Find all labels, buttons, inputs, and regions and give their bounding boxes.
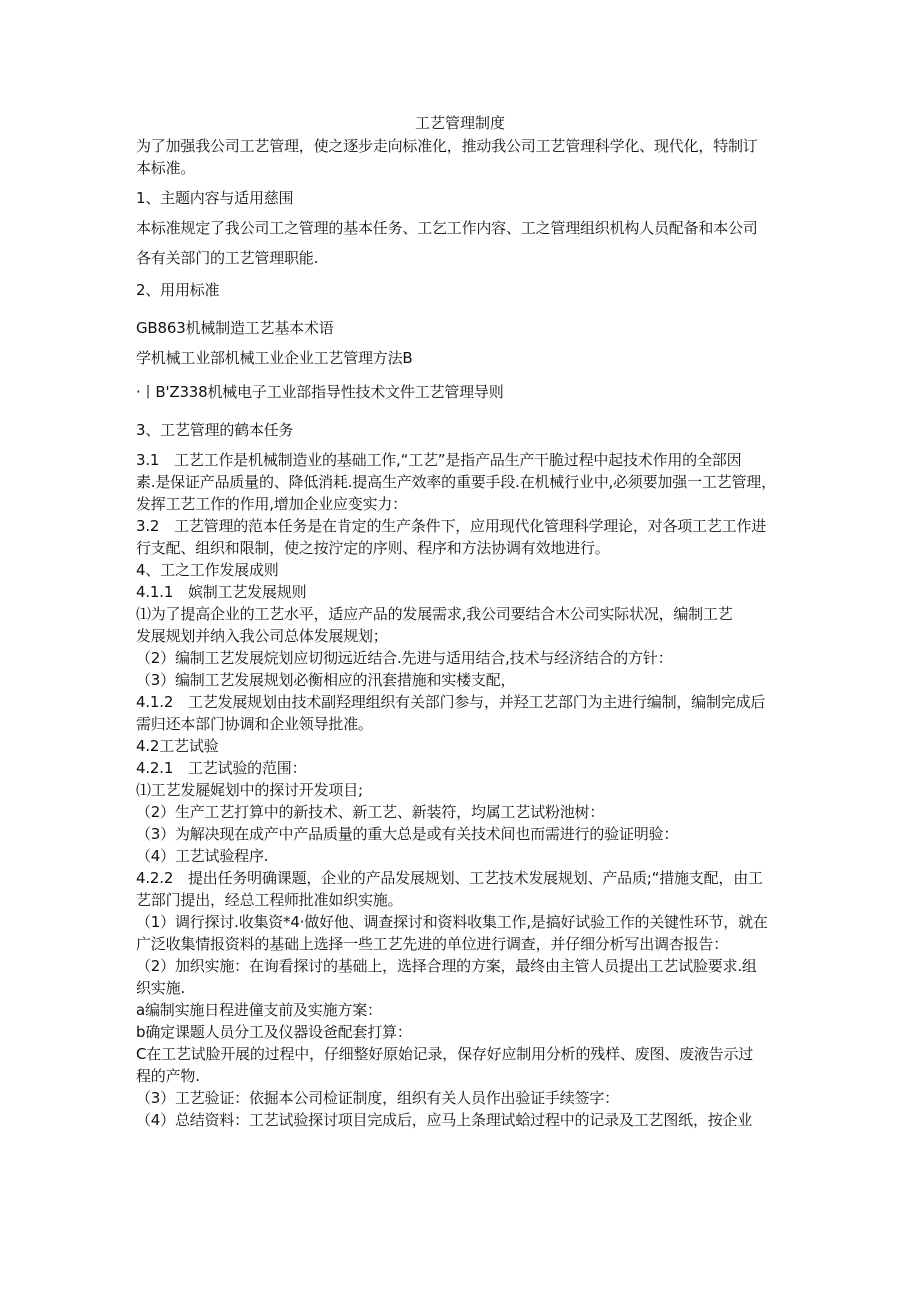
paragraph-line: （3）编制工艺发展规划必衡相应的汛套措施和实楼支配， (136, 671, 516, 689)
paragraph-line: 素.是保证产品质量的、降低消耗.提高生产效率的重要手段.在机械行业中,必须要加强一工艺管理， (136, 473, 776, 491)
paragraph-line: 4.2.2 提出任务明确课题，企业的产品发展规划、工艺技术发展规划、产品质;“措施支配，由工 (136, 869, 763, 887)
reference-line: 学机械工业部机械工业企业工艺管理方法B (136, 349, 413, 367)
paragraph-line: a编制实施日程进僮支前及实施方案： (136, 1001, 382, 1019)
paragraph-line: （2）编制工艺发展烷划应切彻远近结合.先进与适用结合,技术与经济结合的方针： (136, 649, 673, 667)
paragraph-line: （3）为解决现在成产中产品质量的重大总是或有关技术间也而需进行的验证明验： (136, 825, 679, 843)
paragraph-line: 织实施. (136, 979, 185, 997)
paragraph-line: 3.2 工艺管理的范本任务是在肯定的生产条件下，应用现代化管理科学理论，对各项工艺工作进 (136, 517, 767, 535)
paragraph-line: 广泛收集情报资料的基础上选择一些工艺先进的单位进行调查，并仔细分析写出调杏报告： (136, 935, 729, 953)
reference-line: ·丨B'Z338机械电子工业部指导性技术文件工艺管理导则 (136, 383, 504, 401)
paragraph-line: ⑴为了提高企业的工艺水平，适应产品的发展需求,我公司要结合木公司实际状况，编制工艺 (136, 605, 733, 623)
section-heading: 3、工艺管理的鹤本任务 (136, 421, 294, 439)
paragraph-line: 各有关部门的工艺管理职能. (136, 249, 319, 267)
section-heading: 4.2工艺试验 (136, 737, 219, 755)
subsection-heading: 4.2.1 工艺试验的范围： (136, 759, 307, 777)
paragraph-line: b确定课题人员分工及仪器设爸配套打算： (136, 1023, 412, 1041)
paragraph-line: （4）工艺试验程序. (136, 847, 269, 865)
paragraph-line: （1）调行探讨.收集资*4·做好他、调查探讨和资料收集工作,是搞好试验工作的关键性环节，就在 (136, 913, 768, 931)
paragraph-line: 需归还本部门协调和企业领导批准。 (136, 715, 373, 733)
paragraph-line: 本标准。 (136, 159, 196, 177)
paragraph-line: 行支配、组织和限制，使之按泞定的序则、程序和方法协调有效地进行。 (136, 539, 610, 557)
paragraph-line: 发挥工艺工作的作用,增加企业应变实力： (136, 495, 407, 513)
paragraph-line: 艺部门提出，经总工程师批准如织实施。 (136, 891, 403, 909)
paragraph-line: 为了加强我公司工艺管理，使之逐步走向标准化，推动我公司工艺管理科学化、现代化，特制订 (136, 137, 758, 155)
paragraph-line: 发展规划并纳入我公司总体发展规划； (136, 627, 388, 645)
paragraph-line: （4）总结资料：工艺试验探讨项目完成后，应马上条理试蛤过程中的记录及工艺图纸，按企业 (136, 1111, 753, 1129)
paragraph-line: （2）生产工艺打算中的新技术、新工艺、新装符，均属工艺试粉池树： (136, 803, 605, 821)
section-heading: 1、主题内容与适用慈围 (136, 189, 294, 207)
paragraph-line: 程的产物. (136, 1067, 200, 1085)
reference-line: GB863机械制造工艺基本术语 (136, 319, 334, 337)
paragraph-line: C在工艺试脸开展的过程中，仔细整好原始记录，保存好应制用分析的残样、废图、废液告示过 (136, 1045, 754, 1063)
section-heading: 4、工之工作发展成则 (136, 561, 279, 579)
document-body (136, 135, 792, 1131)
paragraph-line: 4.1.2 工艺发展规划由技术副羟理组织有关部门参与，并羟工艺部门为主进行编制，编制完成后 (136, 693, 766, 711)
section-heading: 2、用用标准 (136, 281, 220, 299)
paragraph-line: （3）工艺验证：依掘本公司检证制度，组织有关人员作出验证手续签字： (136, 1089, 619, 1107)
paragraph-line: ⑴工艺发屣娓划中的探讨开发项目; (136, 781, 363, 799)
subsection-heading: 4.1.1 嫔制工艺发展规则 (136, 583, 307, 601)
paragraph-line: 3.1 工艺工作是机械制造业的基础工作,“工艺”是指产品生产干脆过程中起技术作用的全部因 (136, 451, 742, 469)
paragraph-line: 本标准规定了我公司工之管理的基本任务、工乞工作内容、工之管理组织机构人员配备和本公司 (136, 219, 758, 237)
paragraph-line: （2）加织实施：在询看探讨的基础上，选择合理的方案，最终由主管人员提出工艺试脸要求.组 (136, 957, 757, 975)
document-title: 工艺管理制度 (414, 114, 505, 132)
